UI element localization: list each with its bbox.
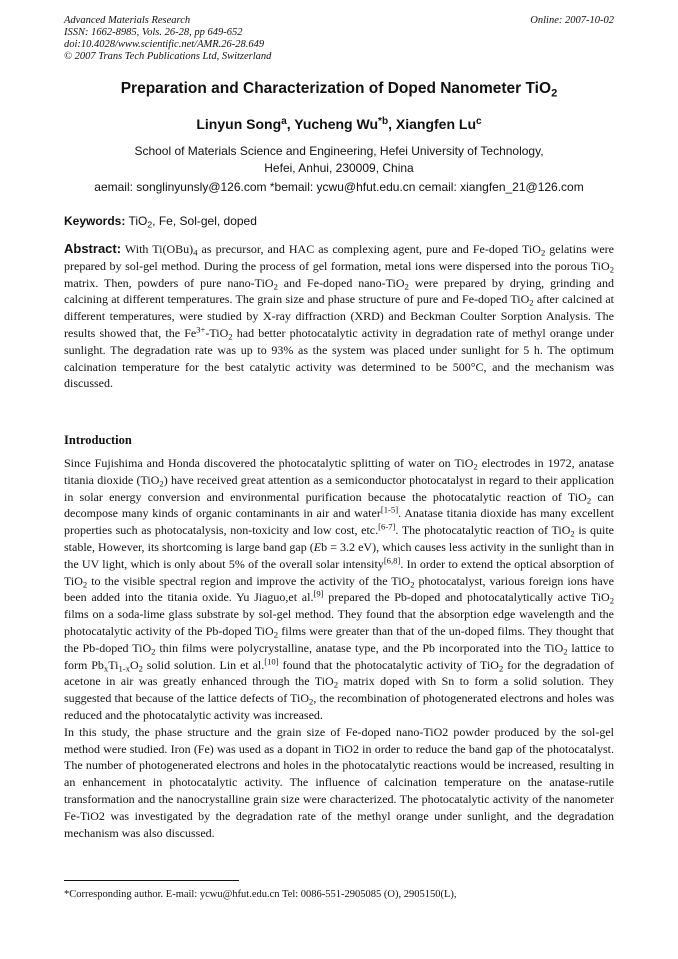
text-run: thin films were polycrystalline, anatase type, and the Pb incorporated into the TiO (155, 640, 564, 655)
text-run: and Fe-doped nano-TiO (277, 275, 405, 290)
text-run: prepared the Pb-doped and photocatalytically active TiO (323, 590, 610, 605)
author-separator: , (286, 116, 295, 132)
text-run: films were greater than that of the un-doped films. They thought that the Pb-doped TiO (64, 623, 614, 655)
journal-header (64, 15, 614, 63)
subscript: 2 (404, 281, 409, 292)
subscript: 2 (570, 528, 575, 539)
title-text: Preparation and Characterization of Doped Nanometer TiO (120, 80, 552, 97)
text-run: . In order to extend the optical absorption of TiO (64, 556, 614, 588)
author-separator: , (388, 116, 396, 132)
subscript: 1-x (118, 663, 130, 674)
subscript: 2 (529, 297, 534, 308)
text-run: were prepared by drying, grinding and calcining at different temperatures. The grain size and phase structure of pure and Fe-doped TiO (64, 275, 614, 307)
keywords-label: Keywords: (64, 214, 126, 228)
text-run: for the degradation of acetone in air was greatly enhanced through the TiO (64, 657, 615, 689)
text-run: , the recombination of photogenerated electrons and holes was reduced and the photocatalytic activity was increased. (64, 691, 614, 722)
abstract-label: Abstract: (64, 241, 122, 256)
subscript: 2 (410, 579, 415, 590)
introduction-paragraph: In this study, the phase structure and the grain size of Fe-doped nano-TiO2 powder produced by the sol-gel method were studied. Iron (Fe) was used as a dopant in TiO2 in order to reduce the band gap of the photocatalyst. The number of photogenerated electrons and holes in the photocatalytic reactions would be increased, resulting in an enhancement in photocatalytic activity. The influence of calcination temperature on the anatase-rutile transformation and the nanocrystalline grain size were characterized. The photocatalytic activity of the nanometer Fe-TiO2 was investigated by the degradation rate of the methyl orange under sunlight, and the degradation mechanism was also discussed. (64, 724, 614, 840)
text-run: is quite stable, However, its shortcoming is large band gap ( (64, 523, 615, 554)
subscript: 2 (273, 629, 278, 640)
text-run: can decompose many kinds of organic contaminants in air and water (64, 489, 614, 521)
author-name: Yucheng Wu (294, 116, 379, 132)
text-run: had better photocatalytic activity in degradation rate of methyl orange under sunlight. The degradation rate was up to 93% as the system was placed under sunlight for 5 h. The optimum calcination temperature for the best catalytic activity was determined to be 500°C, and the mechanism was discussed. (64, 325, 614, 391)
subscript: 4 (193, 247, 198, 258)
subscript: 2 (228, 331, 233, 342)
subscript: 2 (609, 264, 614, 275)
text-run: electrodes in 1972, anatase titania dioxide (TiO (64, 456, 615, 487)
citation-superscript: [1-5] (380, 505, 399, 516)
citation-superscript: 3+ (196, 324, 206, 335)
subscript: 2 (159, 478, 164, 489)
text-run: photocatalyst, various foreign ions have been added into the titania oxide. Yu Jiaguo,et al. (64, 573, 615, 605)
text-run: solid solution. Lin et al. (142, 657, 265, 672)
affiliation-line: School of Materials Science and Engineering, Hefei University of Technology, (134, 144, 544, 158)
text-run: matrix. Then, powders of pure nano-TiO (64, 275, 274, 290)
subscript: 2 (540, 247, 546, 258)
paper-title (0, 80, 678, 98)
text-run: With Ti(OBu) (121, 242, 194, 256)
author-mark: c (476, 115, 482, 127)
citation-superscript: [6-7] (378, 521, 396, 532)
subscript: 2 (609, 595, 615, 606)
text-run: after calcined at different temperatures, were studied by X-ray diffraction (XRD) and Beckman Coulter Sorption Analysis. The results showed that, the Fe (64, 292, 614, 340)
issn-line: ISSN: 1662-8985, Vols. 26-28, pp 649-652 (64, 27, 243, 38)
text-run: gelatins were prepared by sol-gel method. During the process of gel formation, metal ions were dispersed into the porous TiO (64, 242, 615, 273)
abstract-body (64, 242, 614, 390)
title-subscript: 2 (551, 87, 558, 100)
affiliation (0, 143, 678, 177)
keywords (64, 214, 257, 228)
section-heading-introduction: Introduction (64, 433, 132, 447)
subscript: 2 (273, 281, 278, 292)
subscript: 2 (473, 461, 478, 472)
citation-superscript: [6,8] (383, 555, 401, 566)
citation-superscript: [9] (313, 589, 324, 600)
subscript: 2 (333, 679, 339, 690)
subscript: x (103, 663, 109, 674)
author-emails: aemail: songlinyunsly@126.com *bemail: ycwu@hfut.edu.cn cemail: xiangfen_21@126.com (94, 180, 584, 194)
text-run: b = 3.2 eV), which causes less activity in the sunlight than in the UV light, which is only about 5% of the overall solar intensity (64, 539, 614, 571)
introduction-paragraph (64, 455, 614, 724)
subscript: 2 (563, 646, 568, 657)
footnote-rule (64, 880, 239, 881)
text-run: to the visible spectral region and improve the activity of the TiO (87, 573, 411, 588)
subscript: 2 (151, 646, 156, 657)
subscript: 2 (82, 579, 88, 590)
text-run: -TiO (205, 325, 229, 340)
text-run: Since Fujishima and Honda discovered the photocatalytic splitting of water on TiO (64, 456, 474, 470)
italic-symbol: E (313, 539, 322, 554)
text-run: . Anatase titania dioxide has many excellent properties such as photocatalysis, non-toxicity and low cost, etc. (64, 506, 615, 538)
text-run: films on a soda-lime glass substrate by sol-gel method. They found that the absorption edge wavelength and the photocatalytic activity of the Pb-doped TiO (64, 607, 614, 638)
author-mark: a (281, 115, 287, 127)
subscript: 2 (498, 663, 504, 674)
keywords-subscript: 2 (147, 219, 153, 230)
subscript: 2 (586, 495, 592, 506)
text-run: matrix doped with Sn to form a solid solution. They suggested that because of the lattice defects of TiO (64, 674, 615, 706)
text-run: Ti (108, 657, 119, 672)
author-list (0, 116, 678, 132)
text-run: lattice to form Pb (64, 640, 614, 672)
text-run: ) have received great attention as a semiconductor photocatalyst in regard to their application in solar energy conversion and environmental purification because the photocatalytic reaction of TiO (64, 472, 614, 504)
citation-superscript: [10] (264, 656, 279, 667)
author-name: Linyun Song (196, 116, 282, 132)
keywords-text: , Fe, Sol-gel, doped (152, 214, 257, 228)
text-run: found that the photocatalytic activity of TiO (278, 657, 499, 672)
subscript: 2 (309, 696, 314, 707)
corresponding-author-footnote: *Corresponding author. E-mail: ycwu@hfut.edu.cn Tel: 0086-551-2905085 (O), 2905150(L), (64, 889, 457, 900)
abstract (64, 241, 614, 392)
text-run: . The photocatalytic reaction of TiO (395, 523, 571, 538)
introduction-body (64, 455, 614, 841)
journal-name: Advanced Materials Research (64, 15, 191, 26)
copyright-line: © 2007 Trans Tech Publications Ltd, Switzerland (64, 51, 272, 62)
author-mark: *b (378, 115, 389, 127)
keywords-text: TiO (125, 214, 148, 228)
author-name: Xiangfen Lu (395, 116, 477, 132)
online-date: Online: 2007-10-02 (530, 15, 614, 26)
text-run: as precursor, and HAC as complexing agent, pure and Fe-doped TiO (197, 242, 541, 256)
subscript: 2 (138, 663, 143, 674)
text-run: O (129, 657, 139, 672)
doi-line: doi:10.4028/www.scientific.net/AMR.26-28.649 (64, 39, 265, 50)
affiliation-line: Hefei, Anhui, 230009, China (264, 161, 414, 175)
